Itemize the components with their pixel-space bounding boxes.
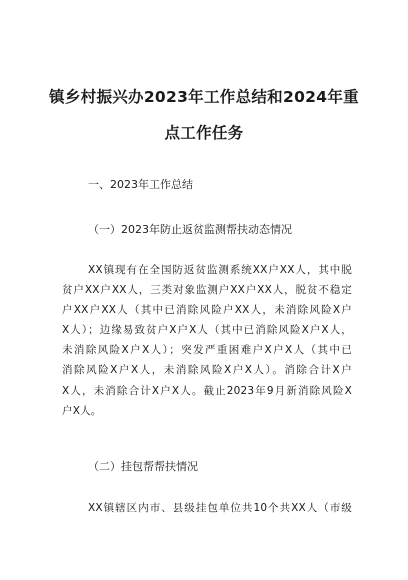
paragraph-line: 贫户XX户XX人，三类对象监测户XX户XX人，脱贫不稳定 [62, 284, 352, 296]
document-title-line-2: 点工作任务 [164, 124, 244, 142]
subsection-heading: （一）2023年防止返贫监测帮扶动态情况 [88, 223, 292, 236]
subsection-heading: （二）挂包帮帮扶情况 [88, 460, 198, 473]
paragraph-line: XX镇辖区内市、县级挂包单位共10个共XX人（市级 [88, 502, 352, 514]
paragraph-line: 户X人。 [62, 405, 102, 417]
paragraph-line: X人）；边缘易致贫户X户X人（其中已消除风险X户X人， [62, 324, 352, 336]
section-heading: 一、2023年工作总结 [88, 178, 193, 191]
paragraph-line: X人，未消除合计X户X人。截止2023年9月新消除风险X [62, 385, 352, 397]
paragraph-line: XX镇现有在全国防返贫监测系统XX户XX人，其中脱 [88, 264, 352, 276]
paragraph-line: 未消除风险X户X人）；突发严重困难户X户X人（其中已 [62, 344, 352, 356]
paragraph-line: 户XX户XX人（其中已消除风险户XX人，未消除风险X户 [62, 304, 352, 316]
document-title-line-1: 镇乡村振兴办2023年工作总结和2024年重 [49, 88, 359, 106]
paragraph-line: 消除风险X户X人，未消除风险X户X人）。消除合计X户 [62, 364, 352, 376]
